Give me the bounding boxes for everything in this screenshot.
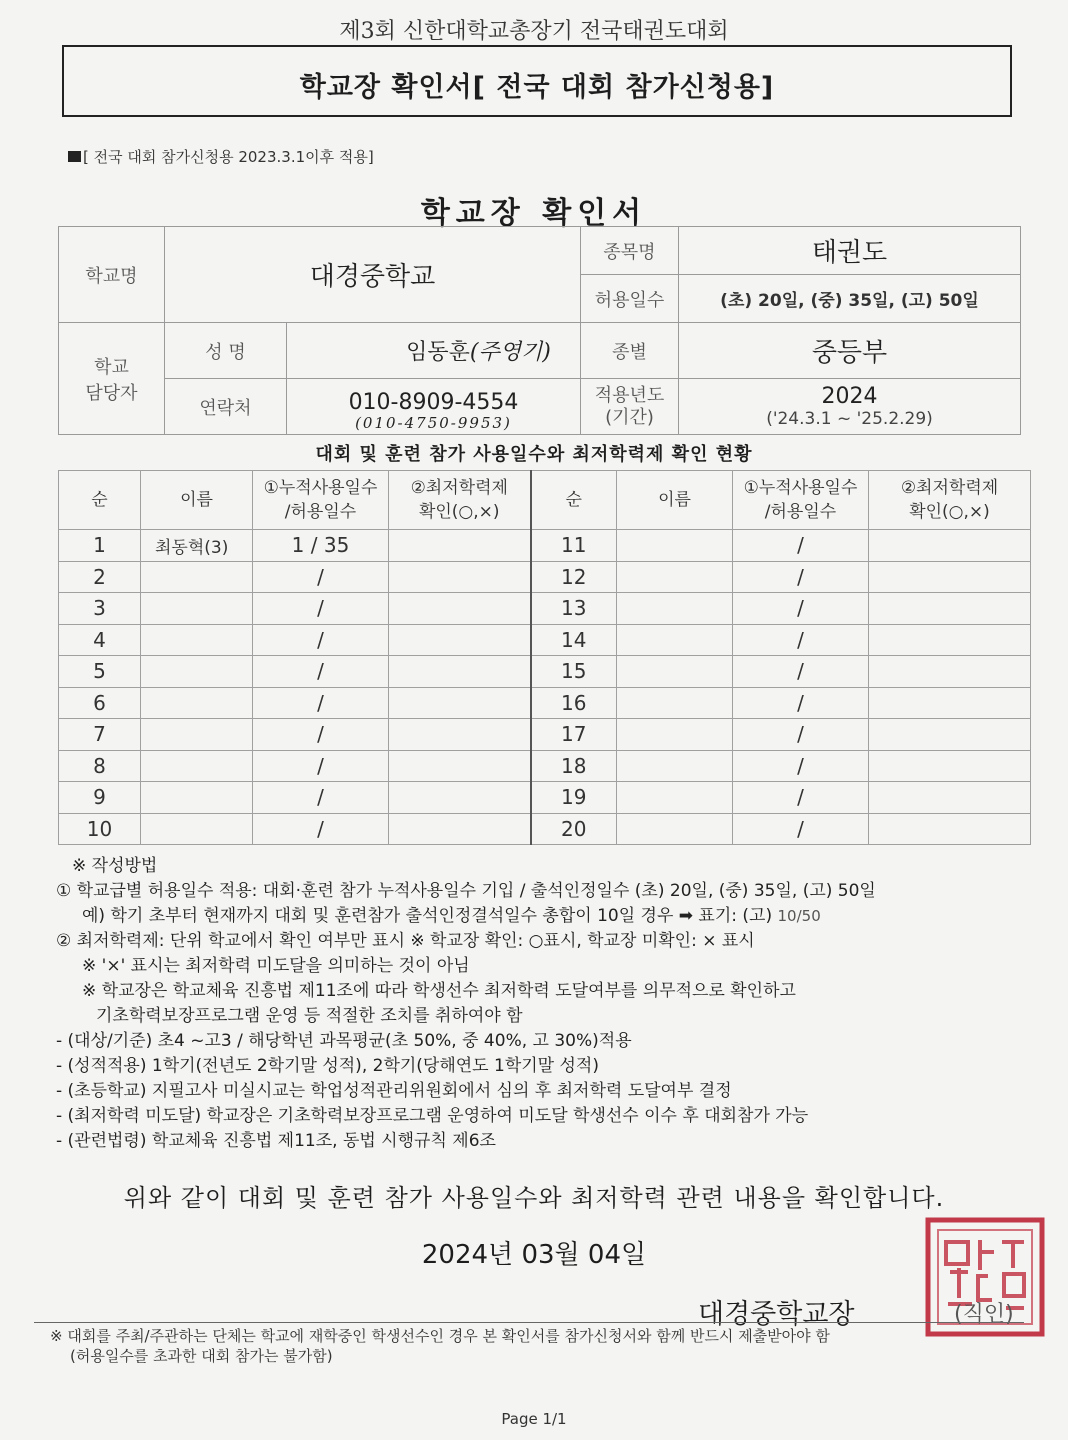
principal-name: 대경중학교장 <box>698 1299 855 1330</box>
achievement-check <box>389 719 531 751</box>
days-used-2: / <box>733 624 869 656</box>
achievement-check-2 <box>869 656 1031 688</box>
year-label-line2: (기간) <box>605 406 654 428</box>
instruction-line-9: - (초등학교) 지필고사 미실시교는 학업성적관리위원회에서 심의 후 최저학력 도달여부 결정 <box>56 1081 732 1101</box>
days-used: / <box>253 593 389 625</box>
instruction-line-2-text: 예) 학기 초부터 현재까지 대회 및 훈련참가 출석인정결석일수 총합이 10일 경우 ➡ 표기: (고) <box>82 906 778 926</box>
instructions-heading: ※ 작성방법 <box>72 856 158 876</box>
student-name <box>141 593 253 625</box>
table-row <box>59 561 1031 593</box>
days-used: / <box>253 750 389 782</box>
footnote <box>50 1326 1040 1366</box>
roster-section-title: 대회 및 훈련 참가 사용일수와 최저학력제 확인 현황 <box>315 444 753 465</box>
table-row <box>59 719 1031 751</box>
student-name <box>141 656 253 688</box>
col-header-days-line1: ①누적사용일수 <box>263 478 378 498</box>
days-used-2: / <box>733 593 869 625</box>
row-number: 7 <box>59 719 141 751</box>
col-header-name-2: 이름 <box>617 471 733 530</box>
application-note <box>68 146 374 167</box>
student-name-2 <box>617 624 733 656</box>
days-used-2: / <box>733 530 869 562</box>
row-number-2: 15 <box>531 656 617 688</box>
days-used: / <box>253 813 389 845</box>
row-number-2: 12 <box>531 561 617 593</box>
achievement-check-2 <box>869 750 1031 782</box>
document-title-box <box>62 45 1012 117</box>
days-used-2: / <box>733 719 869 751</box>
col-header-check <box>389 471 531 530</box>
days-used: / <box>253 782 389 814</box>
square-bullet-icon <box>68 151 81 162</box>
contact-value: 010-8909-4554 <box>348 390 519 415</box>
table-row <box>59 687 1031 719</box>
row-number-2: 19 <box>531 782 617 814</box>
achievement-check <box>389 593 531 625</box>
manager-name-value: 임동훈 <box>406 340 470 365</box>
achievement-check-2 <box>869 782 1031 814</box>
instruction-line-1: ① 학교급별 허용일수 적용: 대회·훈련 참가 누적사용일수 기입 / 출석인정일수 (초) 20일, (중) 35일, (고) 50일 <box>56 881 876 901</box>
document-title: 학교장 확인서[ 전국 대회 참가신청용] <box>299 72 775 103</box>
row-number: 2 <box>59 561 141 593</box>
instruction-line-6: 기초학력보장프로그램 운영 등 적절한 조치를 취하여야 함 <box>96 1006 523 1026</box>
achievement-check <box>389 782 531 814</box>
manager-name-label: 성 명 <box>165 323 287 379</box>
student-name <box>141 782 253 814</box>
year-value: 2024 <box>821 384 878 409</box>
row-number-2: 16 <box>531 687 617 719</box>
row-number: 3 <box>59 593 141 625</box>
student-name <box>141 624 253 656</box>
table-row <box>59 593 1031 625</box>
row-number-2: 14 <box>531 624 617 656</box>
achievement-check <box>389 656 531 688</box>
student-name-2 <box>617 813 733 845</box>
days-used-2: / <box>733 687 869 719</box>
sport-value: 태권도 <box>679 227 1021 275</box>
year-label-line1: 적용년도 <box>594 384 665 406</box>
table-row <box>59 750 1031 782</box>
col-header-days-2 <box>733 471 869 530</box>
student-name-2 <box>617 782 733 814</box>
contact-handwritten: (010-4750-9953) <box>355 414 512 432</box>
row-number: 10 <box>59 813 141 845</box>
achievement-check-2 <box>869 593 1031 625</box>
instructions <box>56 854 1026 1154</box>
student-name-2 <box>617 561 733 593</box>
roster-body <box>59 530 1031 845</box>
days-used-2: / <box>733 656 869 688</box>
student-name-2 <box>617 656 733 688</box>
row-number: 9 <box>59 782 141 814</box>
achievement-check-2 <box>869 687 1031 719</box>
days-used: / <box>253 656 389 688</box>
days-used: / <box>253 561 389 593</box>
row-number: 4 <box>59 624 141 656</box>
row-number-2: 17 <box>531 719 617 751</box>
table-row <box>59 656 1031 688</box>
row-number-2: 20 <box>531 813 617 845</box>
contact-label: 연락처 <box>165 379 287 435</box>
row-number: 1 <box>59 530 141 562</box>
col-header-check-2-line2: 확인(○,×) <box>909 502 990 522</box>
confirmation-date: 2024년 03월 04일 <box>421 1240 647 1270</box>
col-header-check-2-line1: ②최저학력제 <box>900 478 999 498</box>
student-name-2 <box>617 687 733 719</box>
student-name-2 <box>617 719 733 751</box>
year-cell <box>679 379 1021 435</box>
table-row <box>59 624 1031 656</box>
contact-cell <box>287 379 581 435</box>
col-header-check-2 <box>869 471 1031 530</box>
manager-signature: (주영기) <box>469 340 551 365</box>
student-name-2 <box>617 750 733 782</box>
instruction-line-8: - (성적적용) 1학기(전년도 2학기말 성적), 2학기(당해연도 1학기말 성적) <box>56 1056 599 1076</box>
event-title: 제3회 신한대학교총장기 전국태권도대회 <box>339 19 729 44</box>
school-name-value: 대경중학교 <box>165 227 581 323</box>
row-number: 5 <box>59 656 141 688</box>
table-row <box>59 782 1031 814</box>
row-number-2: 13 <box>531 593 617 625</box>
roster-table <box>58 470 1031 845</box>
category-label: 종별 <box>581 323 679 379</box>
manager-label-line1: 학교 <box>94 356 129 378</box>
instruction-line-11: - (관련법령) 학교체육 진흥법 제11조, 동법 시행규칙 제6조 <box>56 1131 496 1151</box>
manager-label <box>59 323 165 435</box>
student-name <box>141 719 253 751</box>
col-header-days <box>253 471 389 530</box>
instruction-line-10: - (최저학력 미도달) 학교장은 기초학력보장프로그램 운영하여 미도달 학생선수 이수 후 대회참가 가능 <box>56 1106 809 1126</box>
days-used-2: / <box>733 750 869 782</box>
achievement-check <box>389 687 531 719</box>
application-note-text: [ 전국 대회 참가신청용 2023.3.1이후 적용] <box>83 148 374 166</box>
student-name: 최동혁(3) <box>141 530 253 562</box>
row-number: 8 <box>59 750 141 782</box>
days-used-2: / <box>733 813 869 845</box>
instruction-line-2 <box>56 904 1026 929</box>
student-name-2 <box>617 593 733 625</box>
achievement-check <box>389 561 531 593</box>
manager-label-line2: 담당자 <box>85 382 138 404</box>
days-used: / <box>253 687 389 719</box>
category-value: 중등부 <box>679 323 1021 379</box>
footer-divider <box>34 1322 1024 1323</box>
days-used: 1 / 35 <box>253 530 389 562</box>
days-used-2: / <box>733 561 869 593</box>
achievement-check <box>389 624 531 656</box>
student-name-2 <box>617 530 733 562</box>
main-title: 학교장 확인서 <box>420 196 648 231</box>
seal-label: (직인) <box>954 1302 1014 1327</box>
student-name <box>141 561 253 593</box>
footnote-line-1: ※ 대회를 주최/주관하는 단체는 학교에 재학중인 학생선수인 경우 본 확인서를 참가신청서와 함께 반드시 제출받아야 함 <box>50 1327 830 1345</box>
col-header-check-line2: 확인(○,×) <box>418 502 500 522</box>
table-row <box>59 530 1031 562</box>
student-name <box>141 750 253 782</box>
year-period: ('24.3.1 ~ '25.2.29) <box>766 409 933 429</box>
footnote-line-2: (허용일수를 초과한 대회 참가는 불가함) <box>70 1347 333 1365</box>
instruction-line-2-example: 10/50 <box>777 907 821 925</box>
student-name <box>141 813 253 845</box>
col-header-no-2: 순 <box>531 471 617 530</box>
instruction-line-3: ② 최저학력제: 단위 학교에서 확인 여부만 표시 ※ 학교장 확인: ○표시, 학교장 미확인: × 표시 <box>56 931 755 951</box>
page-number: Page 1/1 <box>501 1410 567 1428</box>
confirmation-statement: 위와 같이 대회 및 훈련 참가 사용일수와 최저학력 관련 내용을 확인합니다. <box>123 1184 945 1212</box>
col-header-check-line1: ②최저학력제 <box>410 478 508 498</box>
allowed-days-value: (초) 20일, (중) 35일, (고) 50일 <box>679 275 1021 323</box>
days-used: / <box>253 719 389 751</box>
achievement-check <box>389 813 531 845</box>
row-number-2: 11 <box>531 530 617 562</box>
col-header-days-line2: /허용일수 <box>284 502 357 522</box>
achievement-check-2 <box>869 813 1031 845</box>
roster-header-row <box>59 471 1031 530</box>
days-used: / <box>253 624 389 656</box>
sport-label: 종목명 <box>581 227 679 275</box>
achievement-check <box>389 530 531 562</box>
year-label <box>581 379 679 435</box>
achievement-check-2 <box>869 624 1031 656</box>
school-info-table <box>58 226 1021 435</box>
achievement-check-2 <box>869 530 1031 562</box>
student-name <box>141 687 253 719</box>
achievement-check-2 <box>869 719 1031 751</box>
achievement-check-2 <box>869 561 1031 593</box>
allowed-days-label: 허용일수 <box>581 275 679 323</box>
school-name-label: 학교명 <box>59 227 165 323</box>
row-number: 6 <box>59 687 141 719</box>
instruction-line-4: ※ '×' 표시는 최저학력 미도달을 의미하는 것이 아님 <box>82 956 470 976</box>
col-header-name: 이름 <box>141 471 253 530</box>
row-number-2: 18 <box>531 750 617 782</box>
days-used-2: / <box>733 782 869 814</box>
manager-name-cell <box>287 323 581 379</box>
instruction-line-7: - (대상/기준) 초4 ~고3 / 해당학년 과목평균(초 50%, 중 40%, 고 30%)적용 <box>56 1031 632 1051</box>
col-header-days-2-line1: ①누적사용일수 <box>743 478 858 498</box>
col-header-no: 순 <box>59 471 141 530</box>
achievement-check <box>389 750 531 782</box>
col-header-days-2-line2: /허용일수 <box>764 502 837 522</box>
instruction-line-5: ※ 학교장은 학교체육 진흥법 제11조에 따라 학생선수 최저학력 도달여부를 의무적으로 확인하고 <box>82 981 796 1001</box>
table-row <box>59 813 1031 845</box>
